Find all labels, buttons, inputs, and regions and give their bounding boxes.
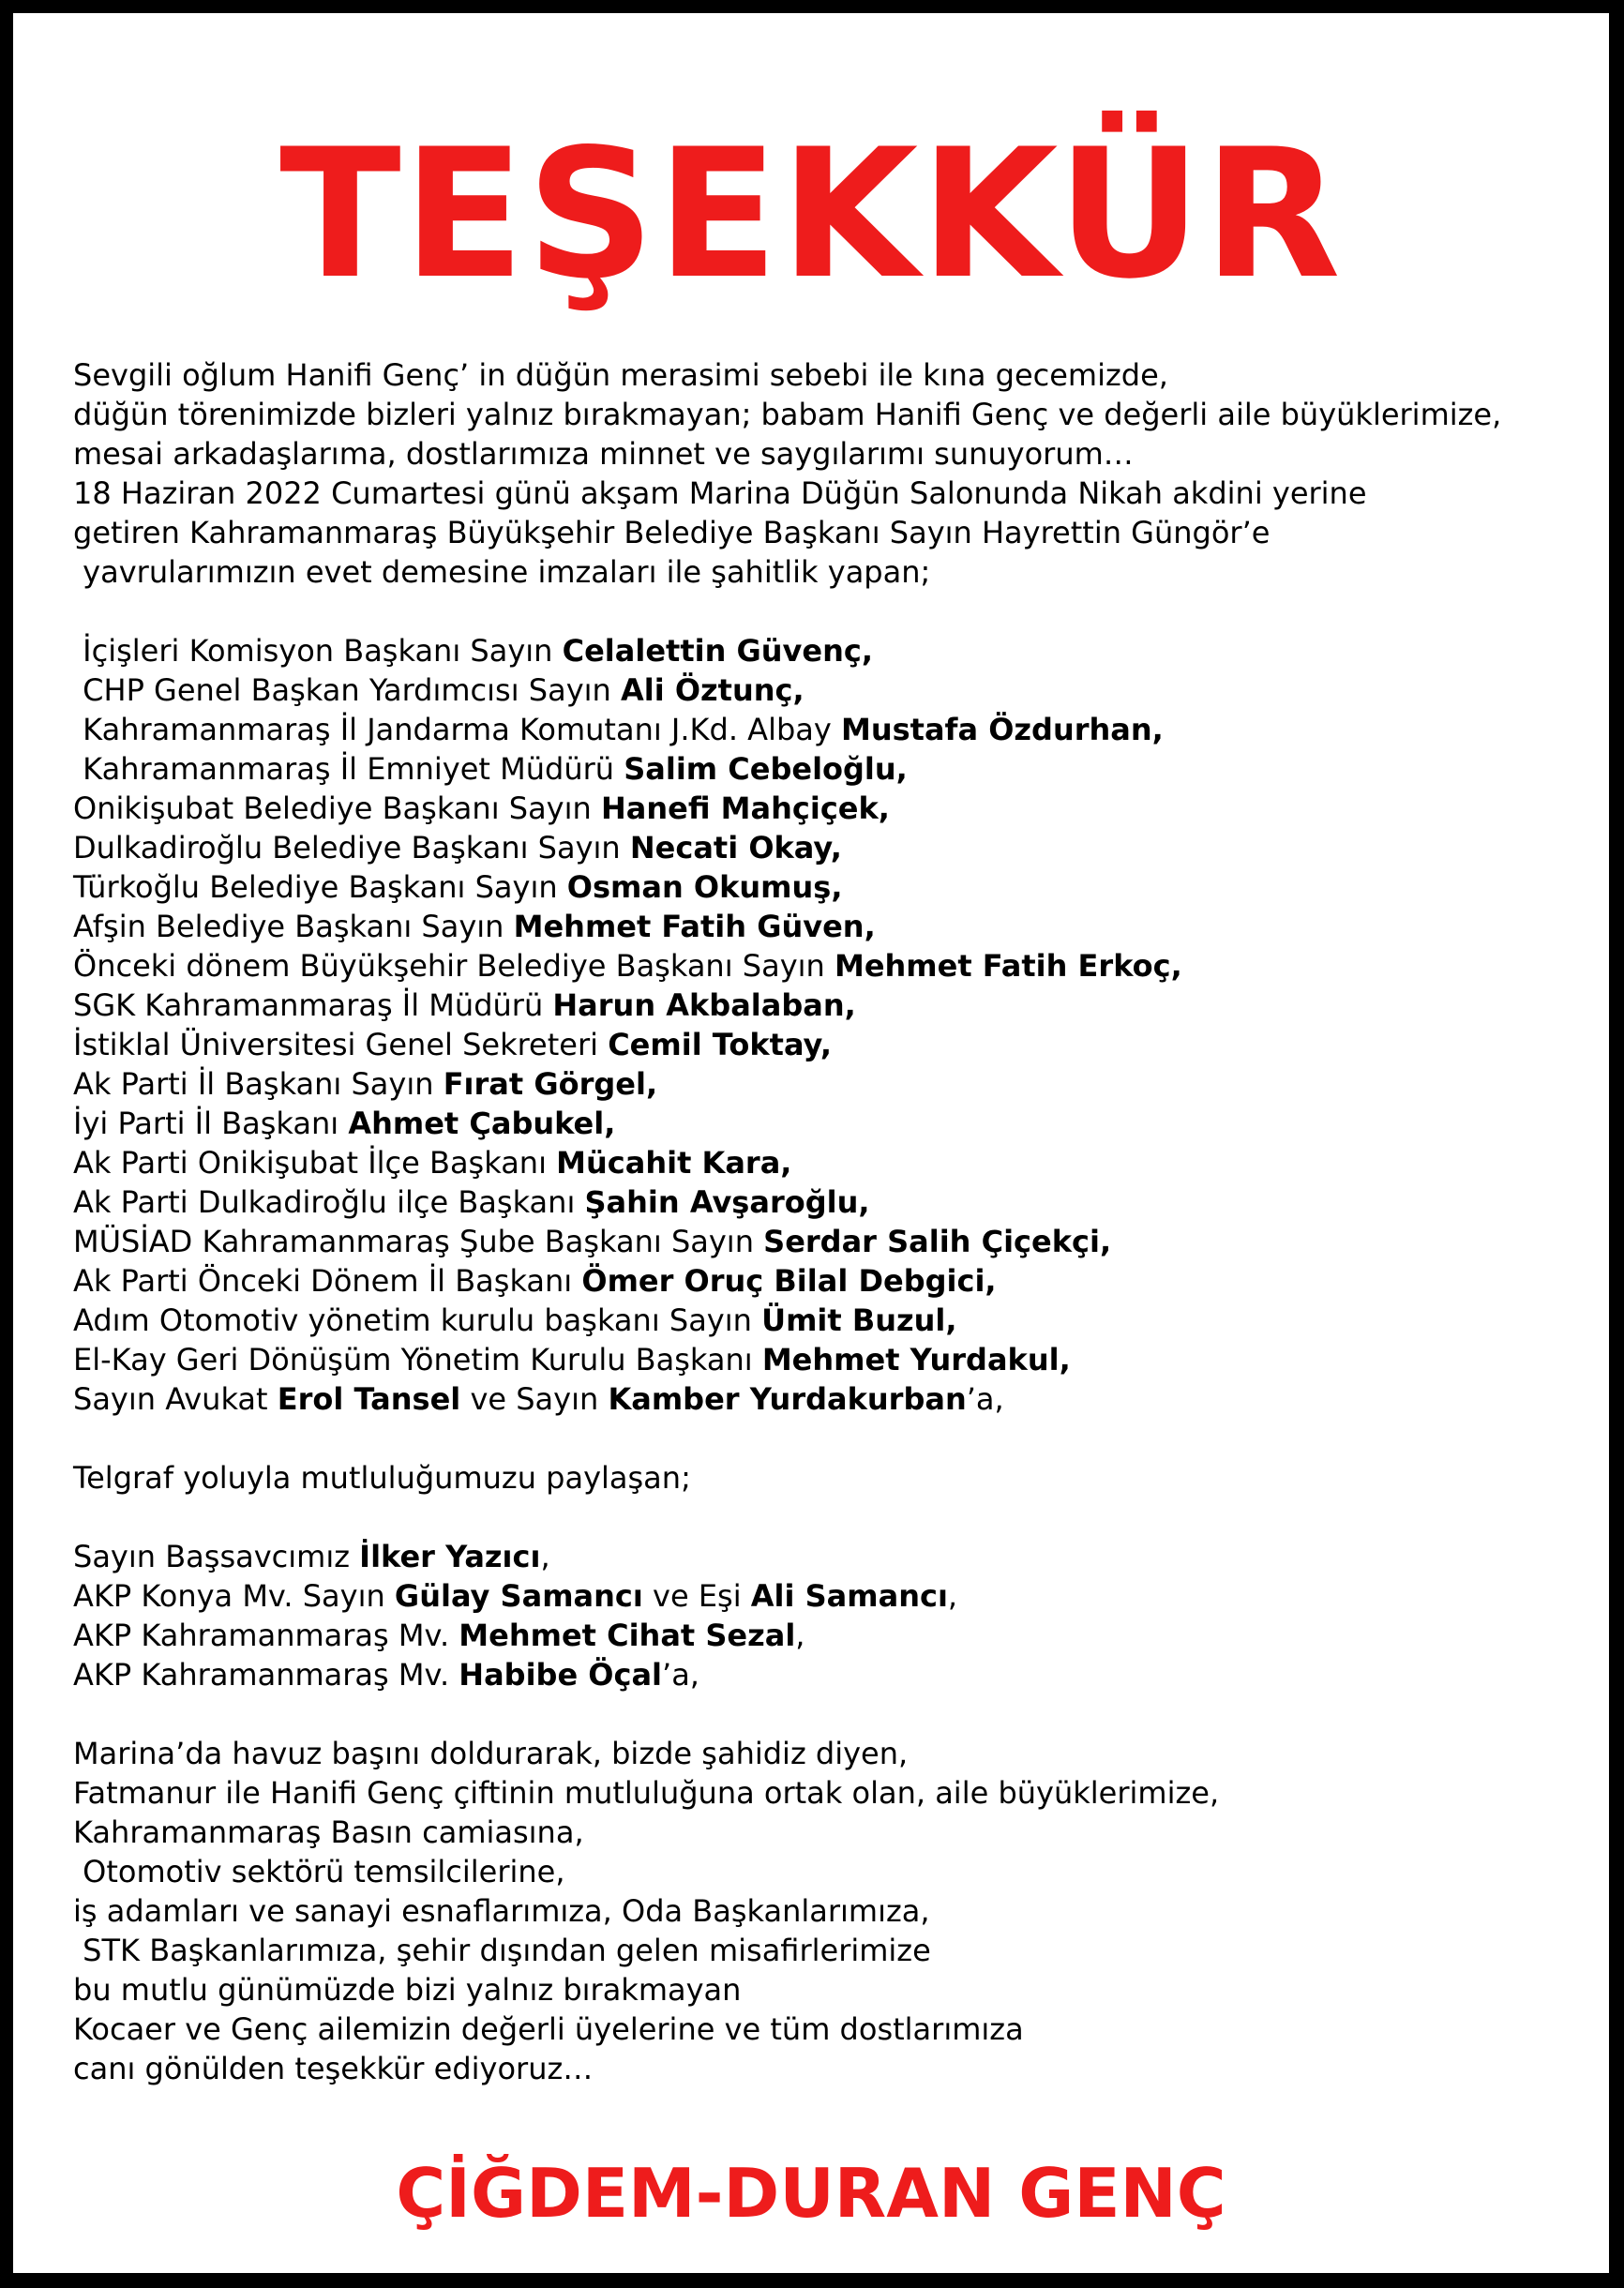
witness-name: Serdar Salih Çiçekçi, <box>763 1224 1112 1259</box>
witness-line: SGK Kahramanmaraş İl Müdürü Harun Akbalaban, <box>73 987 856 1023</box>
witness-line: Afşin Belediye Başkanı Sayın Mehmet Fatih Güven, <box>73 909 876 944</box>
telegram-line: AKP Kahramanmaraş Mv. Mehmet Cihat Sezal, <box>73 1618 805 1653</box>
spacer <box>73 592 1601 631</box>
witness-name: Ömer Oruç Bilal Debgici, <box>581 1263 997 1299</box>
witness-line: İyi Parti İl Başkanı Ahmet Çabukel, <box>73 1106 616 1141</box>
witness-name: Hanefi Mahçiçek, <box>600 790 890 826</box>
closing-line: Marina’da havuz başını doldurarak, bizde şahidiz diyen, <box>73 1736 909 1771</box>
telegram-heading: Telgraf yoluyla mutluluğumuzu paylaşan; <box>73 1460 691 1496</box>
page-title: TEŞEKKÜR <box>279 111 1343 318</box>
witness-line: Adım Otomotiv yönetim kurulu başkanı Sayın Ümit Buzul, <box>73 1302 957 1338</box>
witness-line: İstiklal Üniversitesi Genel Sekreteri Cemil Toktay, <box>73 1027 833 1062</box>
closing-line: Fatmanur ile Hanifi Genç çiftinin mutluluğuna ortak olan, aile büyüklerimize, <box>73 1775 1220 1811</box>
witness-line: Önceki dönem Büyükşehir Belediye Başkanı Sayın Mehmet Fatih Erkoç, <box>73 948 1182 984</box>
telegram-line: AKP Kahramanmaraş Mv. Habibe Öçal’a, <box>73 1657 699 1693</box>
telegram-line: AKP Konya Mv. Sayın Gülay Samancı ve Eşi Ali Samancı, <box>73 1578 958 1614</box>
witness-line: MÜSİAD Kahramanmaraş Şube Başkanı Sayın Serdar Salih Çiçekçi, <box>73 1224 1112 1259</box>
closing-paragraph <box>73 1734 1601 2088</box>
witness-line: Ak Parti Önceki Dönem İl Başkanı Ömer Oruç Bilal Debgici, <box>73 1263 997 1299</box>
witness-name: Ahmet Çabukel, <box>348 1106 616 1141</box>
telegram-name: İlker Yazıcı <box>359 1539 541 1574</box>
closing-line: iş adamları ve sanayi esnaflarımıza, Oda Başkanlarımıza, <box>73 1893 930 1929</box>
spacer <box>73 1419 1601 1458</box>
witness-name: Fırat Görgel, <box>443 1066 658 1102</box>
intro-line: yavrularımızın evet demesine imzaları ile şahitlik yapan; <box>73 554 931 590</box>
witness-name: Celalettin Güvenç, <box>562 633 874 669</box>
intro-line: getiren Kahramanmaraş Büyükşehir Belediye Başkanı Sayın Hayrettin Güngör’e <box>73 515 1271 550</box>
telegram-name: Mehmet Cihat Sezal <box>459 1618 796 1653</box>
telegram-list <box>73 1537 1601 1694</box>
notice-body <box>73 355 1601 2088</box>
witness-name: Kamber Yurdakurban <box>608 1381 967 1417</box>
witness-line: Sayın Avukat Erol Tansel ve Sayın Kamber Yurdakurban’a, <box>73 1381 1004 1417</box>
witness-line: CHP Genel Başkan Yardımcısı Sayın Ali Öztunç, <box>73 672 804 708</box>
spacer <box>73 1498 1601 1537</box>
witness-line: Dulkadiroğlu Belediye Başkanı Sayın Necati Okay, <box>73 830 842 866</box>
witness-list <box>73 631 1601 1419</box>
closing-line: Kocaer ve Genç ailemizin değerli üyelerine ve tüm dostlarımıza <box>73 2011 1024 2047</box>
telegram-name: Ali Samancı <box>750 1578 948 1614</box>
witness-name: Osman Okumuş, <box>566 869 843 905</box>
witness-line: Kahramanmaraş İl Jandarma Komutanı J.Kd. Albay Mustafa Özdurhan, <box>73 712 1164 747</box>
witness-name: Mehmet Fatih Erkoç, <box>834 948 1182 984</box>
witness-line: Ak Parti Onikişubat İlçe Başkanı Mücahit Kara, <box>73 1145 792 1181</box>
telegram-name: Gülay Samancı <box>394 1578 643 1614</box>
closing-line: Otomotiv sektörü temsilcilerine, <box>73 1854 565 1889</box>
witness-name: Harun Akbalaban, <box>552 987 856 1023</box>
witness-name: Salim Cebeloğlu, <box>624 751 908 787</box>
closing-line: canı gönülden teşekkür ediyoruz… <box>73 2051 594 2086</box>
notice-page <box>13 13 1609 2273</box>
closing-line: bu mutlu günümüzde bizi yalnız bırakmayan <box>73 1972 742 2008</box>
closing-line: STK Başkanlarımıza, şehir dışından gelen misafirlerimize <box>73 1933 931 1968</box>
telegram-line: Sayın Başsavcımız İlker Yazıcı, <box>73 1539 550 1574</box>
spacer <box>73 1694 1601 1734</box>
closing-line: Kahramanmaraş Basın camiasına, <box>73 1814 584 1850</box>
witness-line: Kahramanmaraş İl Emniyet Müdürü Salim Cebeloğlu, <box>73 751 908 787</box>
witness-name: Mücahit Kara, <box>556 1145 792 1181</box>
witness-name: Şahin Avşaroğlu, <box>584 1184 870 1220</box>
intro-paragraph <box>73 355 1601 592</box>
witness-line: Onikişubat Belediye Başkanı Sayın Hanefi Mahçiçek, <box>73 790 890 826</box>
intro-line: 18 Haziran 2022 Cumartesi günü akşam Marina Düğün Salonunda Nikah akdini yerine <box>73 475 1367 511</box>
intro-line: Sevgili oğlum Hanifi Genç’ in düğün merasimi sebebi ile kına gecemizde, <box>73 357 1168 393</box>
witness-name: Mehmet Yurdakul, <box>761 1342 1071 1377</box>
witness-name: Mehmet Fatih Güven, <box>513 909 876 944</box>
witness-name: Cemil Toktay, <box>608 1027 833 1062</box>
witness-name: Mustafa Özdurhan, <box>840 712 1164 747</box>
witness-name: Erol Tansel <box>277 1381 461 1417</box>
witness-name: Ali Öztunç, <box>620 672 804 708</box>
signature: ÇİĞDEM-DURAN GENÇ <box>396 2154 1226 2233</box>
witness-name: Ümit Buzul, <box>761 1302 957 1338</box>
witness-line: İçişleri Komisyon Başkanı Sayın Celalettin Güvenç, <box>73 633 874 669</box>
witness-line: Ak Parti Dulkadiroğlu ilçe Başkanı Şahin Avşaroğlu, <box>73 1184 870 1220</box>
telegram-name: Habibe Öçal <box>459 1657 663 1693</box>
intro-line: mesai arkadaşlarıma, dostlarımıza minnet ve saygılarımı sunuyorum… <box>73 436 1134 472</box>
witness-line: El-Kay Geri Dönüşüm Yönetim Kurulu Başkanı Mehmet Yurdakul, <box>73 1342 1071 1377</box>
witness-line: Ak Parti İl Başkanı Sayın Fırat Görgel, <box>73 1066 658 1102</box>
witness-line: Türkoğlu Belediye Başkanı Sayın Osman Okumuş, <box>73 869 843 905</box>
witness-name: Necati Okay, <box>629 830 842 866</box>
intro-line: düğün törenimizde bizleri yalnız bırakmayan; babam Hanifi Genç ve değerli aile büyüklerimize, <box>73 397 1502 432</box>
